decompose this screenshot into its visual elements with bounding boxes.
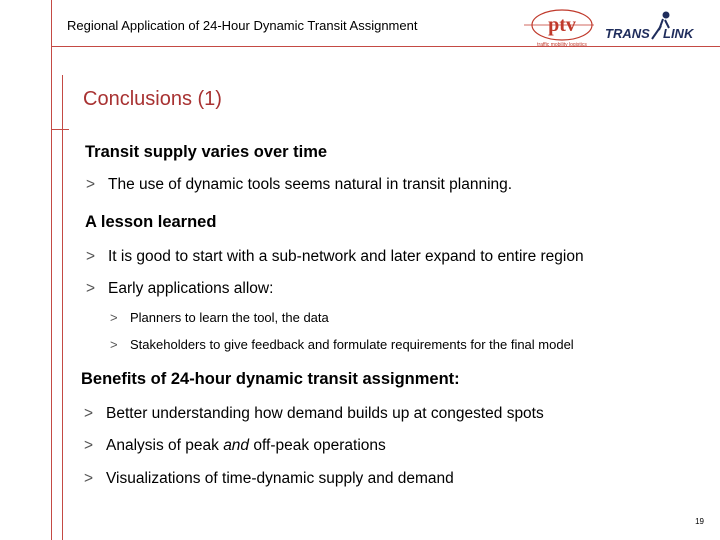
bullet-text: Stakeholders to give feedback and formulate requirements for the final model (130, 337, 574, 352)
bullet-demand-builds (84, 405, 544, 423)
bullet-sub-network (86, 248, 584, 266)
sub-bullet-planners (110, 310, 329, 325)
bullet-marker: > (86, 176, 96, 193)
bullet-text: Better understanding how demand builds up at congested spots (106, 405, 544, 422)
bullet-text: Visualizations of time-dynamic supply and demand (106, 470, 454, 487)
title-tick-mark (51, 129, 69, 130)
bullet-marker: > (86, 248, 96, 265)
inner-margin-rule (62, 75, 63, 540)
ptv-logo (522, 8, 596, 48)
bullet-marker: > (84, 405, 94, 422)
bullet-marker: > (110, 337, 118, 352)
bullet-marker: > (84, 437, 94, 454)
slide-title: Conclusions (1) (83, 88, 222, 110)
bullet-text-before: Analysis of peak (106, 437, 224, 454)
section-heading-transit-supply: Transit supply varies over time (85, 143, 328, 161)
ptv-logo-wordmark: ptv (548, 14, 576, 36)
bullet-early-applications (86, 280, 273, 298)
bullet-text: Early applications allow: (108, 280, 274, 297)
bullet-visualizations (84, 470, 454, 488)
bullet-text-italic: and (223, 437, 250, 454)
section-heading-lesson-learned: A lesson learned (85, 213, 217, 231)
section-heading-benefits: Benefits of 24-hour dynamic transit assignment: (81, 370, 460, 388)
ptv-logo-tagline: traffic mobility logistics (537, 42, 587, 48)
translink-logo-right: LINK (663, 26, 694, 41)
bullet-text: The use of dynamic tools seems natural in transit planning. (108, 176, 513, 193)
bullet-marker: > (86, 280, 96, 297)
header-title: Regional Application of 24-Hour Dynamic Transit Assignment (67, 18, 418, 33)
translink-logo-left: TRANS (605, 26, 650, 41)
bullet-dynamic-tools (86, 176, 512, 194)
bullet-text: It is good to start with a sub-network and later expand to entire region (108, 248, 584, 265)
bullet-marker: > (110, 310, 118, 325)
sub-bullet-stakeholders (110, 337, 574, 352)
bullet-text-after: off-peak operations (249, 437, 386, 454)
left-margin-rule (51, 0, 52, 540)
bullet-marker: > (84, 470, 94, 487)
bullet-text: Planners to learn the tool, the data (130, 310, 329, 325)
page-number: 19 (695, 517, 704, 526)
translink-logo (603, 8, 713, 44)
bullet-peak-analysis (84, 437, 386, 455)
header-rule (51, 46, 720, 47)
